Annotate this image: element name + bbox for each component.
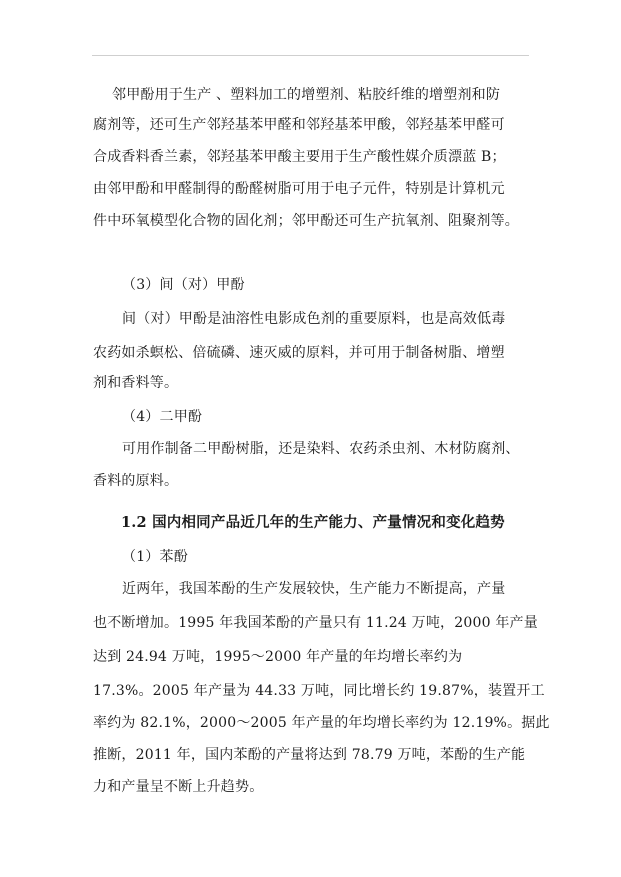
header-divider	[92, 55, 529, 56]
item3-line-3: 剂和香料等。	[93, 375, 179, 391]
item1-line-4: 17.3%。2005 年产量为 44.33 万吨，同比增长约 19.87%，装置开工	[93, 683, 545, 699]
item1-line-3: 达到 24.94 万吨，1995～2000 年产量的年均增长率约为	[93, 649, 463, 665]
para1-line-4: 由邻甲酚和甲醛制得的酚醛树脂可用于电子元件，特别是计算机元	[93, 181, 505, 197]
item1-line-5: 率约为 82.1%，2000～2005 年产量的年均增长率约为 12.19%。据此	[93, 715, 550, 731]
item4-title: （4）二甲酚	[122, 409, 203, 425]
item3-line-2: 农药如杀螟松、倍硫磷、速灭威的原料，并可用于制备树脂、增塑	[93, 345, 505, 361]
item1-line-7: 力和产量呈不断上升趋势。	[93, 779, 264, 795]
para1-line-1: 邻甲酚用于生产 、塑料加工的增塑剂、粘胶纤维的增塑剂和防	[112, 87, 501, 103]
item1-line-1: 近两年，我国苯酚的生产发展较快，生产能力不断提高，产量	[122, 581, 506, 597]
para1-line-2: 腐剂等，还可生产邻羟基苯甲醛和邻羟基苯甲酸，邻羟基苯甲醛可	[93, 117, 505, 133]
para1-line-3: 合成香料香兰素，邻羟基苯甲酸主要用于生产酸性媒介质漂蓝 B；	[93, 149, 506, 165]
item1-line-2: 也不断增加。1995 年我国苯酚的产量只有 11.24 万吨，2000 年产量	[93, 615, 538, 631]
section-heading: 1.2 国内相同产品近几年的生产能力、产量情况和变化趋势	[121, 514, 505, 531]
item1-title: （1）苯酚	[122, 549, 188, 565]
para1-line-5: 件中环氧模型化合物的固化剂；邻甲酚还可生产抗氧剂、阻聚剂等。	[93, 213, 519, 229]
item3-title: （3）间（对）甲酚	[122, 277, 245, 293]
item3-line-1: 间（对）甲酚是油溶性电影成色剂的重要原料，也是高效低毒	[122, 311, 506, 327]
item4-line-2: 香料的原料。	[93, 473, 179, 489]
item4-line-1: 可用作制备二甲酚树脂，还是染料、农药杀虫剂、木材防腐剂、	[122, 441, 520, 457]
item1-line-6: 推断，2011 年，国内苯酚的产量将达到 78.79 万吨，苯酚的生产能	[93, 747, 526, 763]
